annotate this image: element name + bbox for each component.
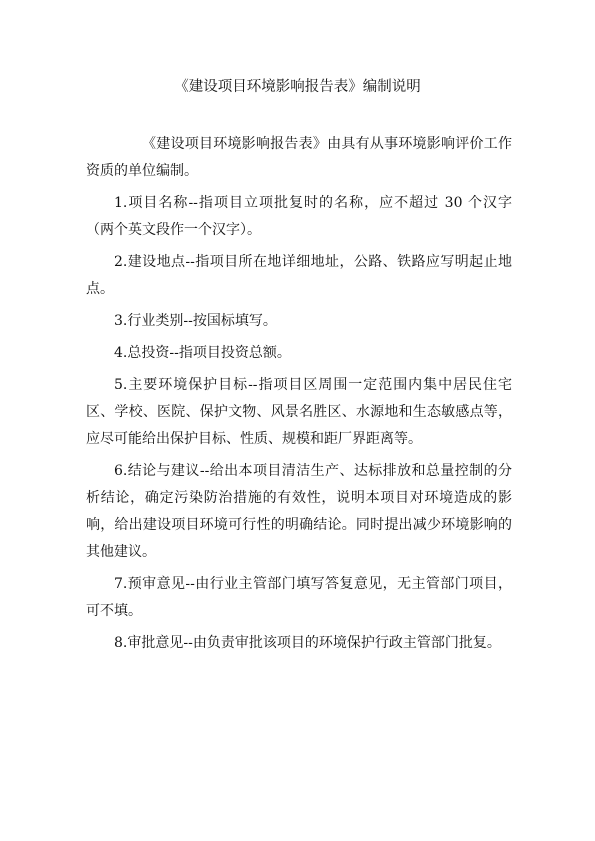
document-title: 《建设项目环境影响报告表》编制说明 — [174, 79, 421, 95]
intro-paragraph: 《建设项目环境影响报告表》由具有从事环境影响评价工作资质的单位编制。 — [86, 136, 512, 179]
item-project-name: 1.项目名称--指项目立项批复时的名称，应不超过 30 个汉字（两个英文段作一个汉字）。 — [86, 195, 512, 238]
item-preliminary-opinion: 7.预审意见--由行业主管部门填写答复意见，无主管部门项目，可不填。 — [86, 576, 512, 619]
item-conclusions: 6.结论与建议--给出本项目清洁生产、达标排放和总量控制的分析结论，确定污染防治措施的有效性，说明本项目对环境造成的影响，给出建设项目环境可行性的明确结论。同时提出减少环境影响的其他建议。 — [86, 463, 512, 560]
item-protection-targets: 5.主要环境保护目标--指项目区周围一定范围内集中居民住宅区、学校、医院、保护文物、风景名胜区、水源地和生态敏感点等，应尽可能给出保护目标、性质、规模和距厂界距离等。 — [86, 377, 512, 447]
document-body — [86, 131, 512, 662]
item-construction-site: 2.建设地点--指项目所在地详细地址，公路、铁路应写明起止地点。 — [86, 254, 512, 297]
item-industry-category: 3.行业类别--按国标填写。 — [114, 313, 277, 329]
item-approval-opinion: 8.审批意见--由负责审批该项目的环境保护行政主管部门批复。 — [114, 635, 501, 651]
item-total-investment: 4.总投资--指项目投资总额。 — [114, 345, 291, 361]
